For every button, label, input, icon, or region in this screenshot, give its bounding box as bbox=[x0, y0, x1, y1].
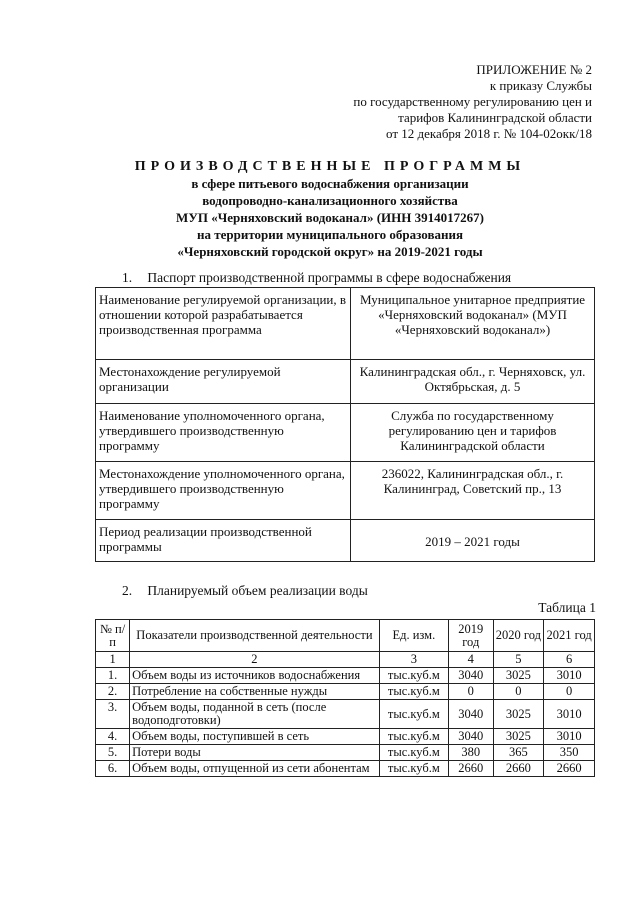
appendix-line: по государственному регулированию цен и bbox=[353, 94, 592, 109]
row-value-2019: 3040 bbox=[449, 668, 494, 684]
row-unit: тыс.куб.м bbox=[379, 668, 448, 684]
row-name: Объем воды, отпущенной из сети абонентам bbox=[130, 761, 380, 777]
section-number: 1. bbox=[122, 270, 133, 285]
title-line: водопроводно-канализационного хозяйства bbox=[202, 193, 458, 208]
row-value-2020: 3025 bbox=[493, 729, 544, 745]
table-row bbox=[96, 700, 595, 729]
row-unit: тыс.куб.м bbox=[379, 700, 448, 729]
appendix-line: к приказу Службы bbox=[489, 78, 592, 93]
passport-label: Местонахождение регулируемой организации bbox=[96, 360, 351, 404]
row-value-2020: 365 bbox=[493, 745, 544, 761]
index-cell: 2 bbox=[130, 652, 380, 668]
passport-value: 2019 – 2021 годы bbox=[351, 520, 595, 562]
passport-value: 236022, Калининградская обл., г. Калининград, Советский пр., 13 bbox=[351, 462, 595, 520]
document-title bbox=[60, 158, 600, 260]
table-row bbox=[96, 729, 595, 745]
title-line: МУП «Черняховский водоканал» (ИНН 3914017267) bbox=[176, 210, 484, 225]
row-value-2021: 2660 bbox=[544, 761, 595, 777]
row-value-2021: 3010 bbox=[544, 668, 595, 684]
row-value-2021: 3010 bbox=[544, 729, 595, 745]
table-caption: Таблица 1 bbox=[538, 600, 596, 615]
row-num: 5. bbox=[96, 745, 130, 761]
table-row bbox=[96, 404, 595, 462]
appendix-line: ПРИЛОЖЕНИЕ № 2 bbox=[476, 62, 592, 77]
row-value-2019: 2660 bbox=[449, 761, 494, 777]
row-value-2021: 3010 bbox=[544, 700, 595, 729]
row-name: Потребление на собственные нужды bbox=[130, 684, 380, 700]
row-value-2021: 350 bbox=[544, 745, 595, 761]
index-cell: 3 bbox=[379, 652, 448, 668]
row-unit: тыс.куб.м bbox=[379, 761, 448, 777]
table-header-row bbox=[96, 620, 595, 652]
title-line: «Черняховский городской округ» на 2019-2021 годы bbox=[177, 244, 483, 259]
title-main: ПРОИЗВОДСТВЕННЫЕ ПРОГРАММЫ bbox=[134, 159, 526, 174]
passport-label: Наименование уполномоченного органа, утвердившего производственную программу bbox=[96, 404, 351, 462]
row-name: Объем воды, поданной в сеть (после водоподготовки) bbox=[130, 700, 380, 729]
passport-value: Муниципальное унитарное предприятие «Черняховский водоканал» (МУП «Черняховский водоканал») bbox=[351, 288, 595, 360]
table-row bbox=[96, 288, 595, 360]
row-unit: тыс.куб.м bbox=[379, 684, 448, 700]
row-value-2020: 3025 bbox=[493, 700, 544, 729]
row-value-2020: 0 bbox=[493, 684, 544, 700]
row-unit: тыс.куб.м bbox=[379, 729, 448, 745]
row-name: Объем воды, поступившей в сеть bbox=[130, 729, 380, 745]
index-cell: 6 bbox=[544, 652, 595, 668]
passport-label: Период реализации производственной программы bbox=[96, 520, 351, 562]
row-value-2019: 380 bbox=[449, 745, 494, 761]
table-row bbox=[96, 360, 595, 404]
row-value-2020: 3025 bbox=[493, 668, 544, 684]
row-num: 3. bbox=[96, 700, 130, 729]
section-2-heading bbox=[122, 583, 368, 599]
row-value-2020: 2660 bbox=[493, 761, 544, 777]
water-volume-table bbox=[95, 619, 595, 777]
section-number: 2. bbox=[122, 583, 133, 598]
table-row bbox=[96, 761, 595, 777]
passport-label: Местонахождение уполномоченного органа, утвердившего производственную программу bbox=[96, 462, 351, 520]
row-name: Объем воды из источников водоснабжения bbox=[130, 668, 380, 684]
header-unit: Ед. изм. bbox=[379, 620, 448, 652]
row-num: 4. bbox=[96, 729, 130, 745]
passport-label: Наименование регулируемой организации, в отношении которой разрабатывается производственная программа bbox=[96, 288, 351, 360]
table-row bbox=[96, 520, 595, 562]
section-1-heading bbox=[122, 270, 511, 286]
table-row bbox=[96, 684, 595, 700]
table-row bbox=[96, 745, 595, 761]
row-value-2019: 0 bbox=[449, 684, 494, 700]
row-num: 1. bbox=[96, 668, 130, 684]
passport-value: Служба по государственному регулированию цен и тарифов Калининградской области bbox=[351, 404, 595, 462]
table-row bbox=[96, 668, 595, 684]
table-index-row bbox=[96, 652, 595, 668]
passport-value: Калининградская обл., г. Черняховск, ул. Октябрьская, д. 5 bbox=[351, 360, 595, 404]
title-line: в сфере питьевого водоснабжения организации bbox=[191, 176, 469, 191]
header-2019: 2019 год bbox=[449, 620, 494, 652]
header-2021: 2021 год bbox=[544, 620, 595, 652]
passport-table bbox=[95, 287, 595, 562]
title-line: на территории муниципального образования bbox=[196, 227, 464, 242]
header-indicator: Показатели производственной деятельности bbox=[130, 620, 380, 652]
section-title: Паспорт производственной программы в сфере водоснабжения bbox=[147, 270, 512, 285]
section-title: Планируемый объем реализации воды bbox=[147, 583, 368, 598]
index-cell: 4 bbox=[449, 652, 494, 668]
appendix-header bbox=[292, 62, 592, 142]
header-num: № п/п bbox=[96, 620, 130, 652]
appendix-line: от 12 декабря 2018 г. № 104-02окк/18 bbox=[386, 126, 592, 141]
index-cell: 5 bbox=[493, 652, 544, 668]
header-2020: 2020 год bbox=[493, 620, 544, 652]
row-name: Потери воды bbox=[130, 745, 380, 761]
row-value-2019: 3040 bbox=[449, 700, 494, 729]
appendix-line: тарифов Калининградской области bbox=[398, 110, 592, 125]
row-unit: тыс.куб.м bbox=[379, 745, 448, 761]
index-cell: 1 bbox=[96, 652, 130, 668]
row-value-2019: 3040 bbox=[449, 729, 494, 745]
table-row bbox=[96, 462, 595, 520]
row-num: 2. bbox=[96, 684, 130, 700]
row-value-2021: 0 bbox=[544, 684, 595, 700]
row-num: 6. bbox=[96, 761, 130, 777]
